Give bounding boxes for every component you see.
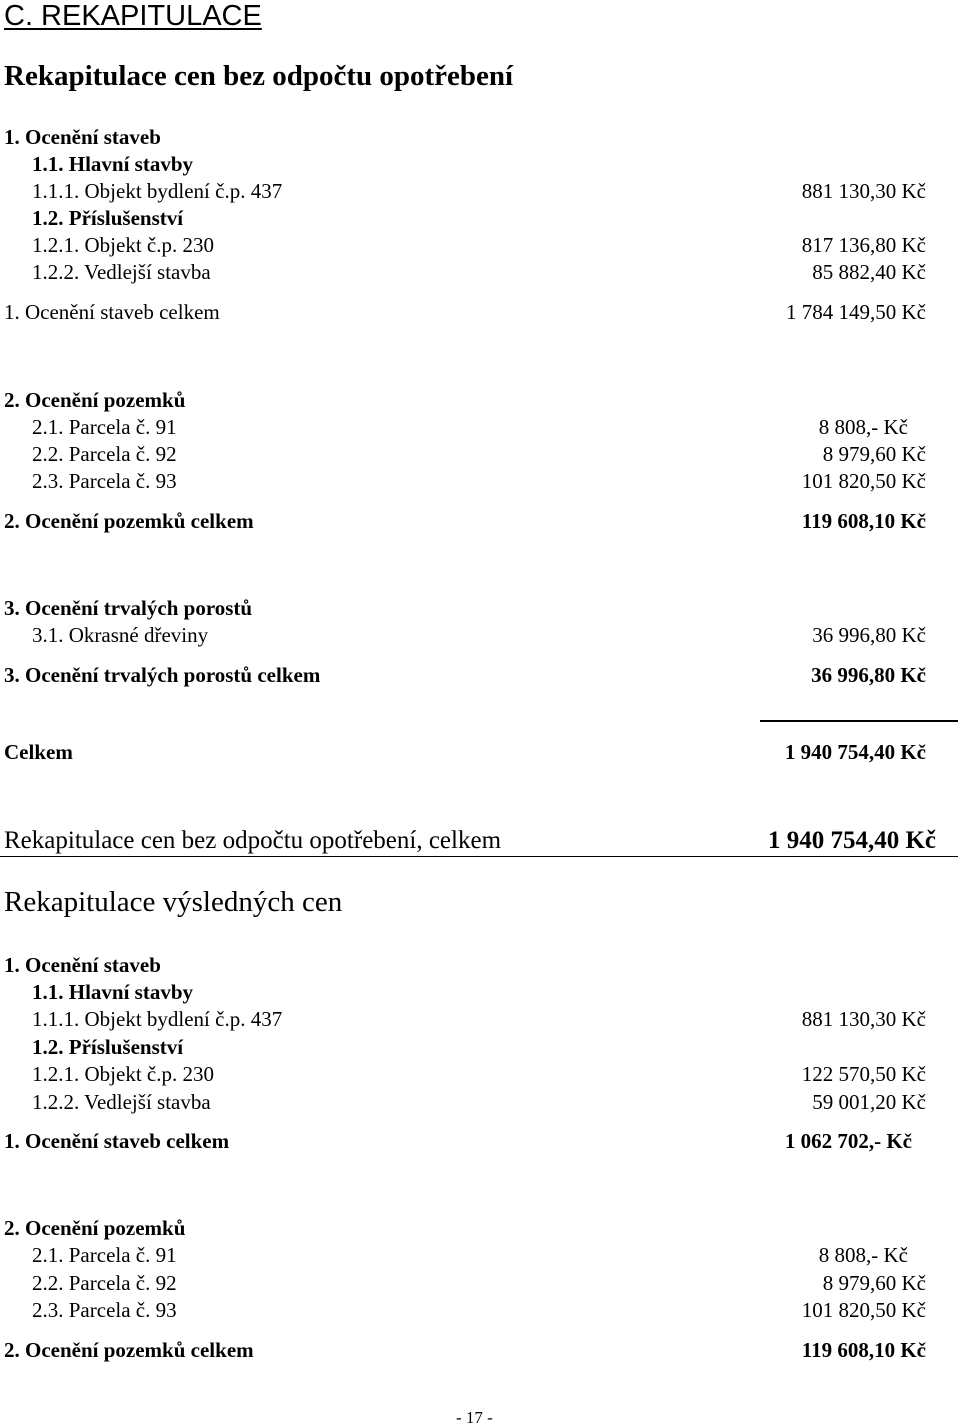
s2-row-label: 1. Ocenění staveb celkem <box>4 1129 230 1153</box>
s1-row-label: 1.2.1. Objekt č.p. 230 <box>32 233 214 257</box>
s1-row-value: 36 996,80 Kč <box>811 663 926 687</box>
s1-row-value: 101 820,50 Kč <box>801 469 926 493</box>
total-underline-left <box>0 856 590 857</box>
s1-row-label: Celkem <box>4 740 73 764</box>
s2-row-label: 2. Ocenění pozemků <box>4 1216 186 1240</box>
s2-row-label: 1.1.1. Objekt bydlení č.p. 437 <box>32 1007 283 1031</box>
s1-row-label: 1.1.1. Objekt bydlení č.p. 437 <box>32 179 283 203</box>
s1-row-value: 119 608,10 Kč <box>801 509 926 533</box>
s1-row-label: 2.3. Parcela č. 93 <box>32 469 177 493</box>
section1-heading: Rekapitulace cen bez odpočtu opotřebení <box>4 60 514 92</box>
s2-row-label: 1.2. Příslušenství <box>32 1035 184 1059</box>
s2-row-value: 8 808,- Kč <box>818 1243 908 1267</box>
s2-row-value: 101 820,50 Kč <box>801 1298 926 1322</box>
s1-row-value: 1 784 149,50 Kč <box>786 300 926 324</box>
s1-row-label: 1. Ocenění staveb celkem <box>4 300 220 324</box>
section2-heading: Rekapitulace výsledných cen <box>4 886 343 918</box>
s2-row-value: 8 979,60 Kč <box>822 1271 926 1295</box>
s2-row-label: 2.3. Parcela č. 93 <box>32 1298 177 1322</box>
s1-row-value: 85 882,40 Kč <box>812 260 926 284</box>
sum-divider <box>760 720 958 722</box>
s1-row-label: 2.2. Parcela č. 92 <box>32 442 177 466</box>
s1-row-value: 36 996,80 Kč <box>812 623 926 647</box>
s2-row-label: 1.2.2. Vedlejší stavba <box>32 1090 211 1114</box>
s2-row-value: 1 062 702,- Kč <box>784 1129 912 1153</box>
s1-row-value: 1 940 754,40 Kč <box>784 740 926 764</box>
s2-row-label: 1. Ocenění staveb <box>4 953 161 977</box>
s2-row-value: 122 570,50 Kč <box>801 1062 926 1086</box>
s1-row-value: 881 130,30 Kč <box>801 179 926 203</box>
document-title: C. REKAPITULACE <box>4 0 262 32</box>
total-underline-right <box>590 856 958 857</box>
s1-row-value: 8 979,60 Kč <box>822 442 926 466</box>
s2-row-label: 2. Ocenění pozemků celkem <box>4 1338 254 1362</box>
s1-row-value: 8 808,- Kč <box>818 415 908 439</box>
s1-row-label: 2.1. Parcela č. 91 <box>32 415 177 439</box>
s1-row-label: 1. Ocenění staveb <box>4 125 161 149</box>
s2-row-label: 2.2. Parcela č. 92 <box>32 1271 177 1295</box>
s1-row-label: 2. Ocenění pozemků celkem <box>4 509 254 533</box>
s2-row-value: 119 608,10 Kč <box>801 1338 926 1362</box>
s2-row-label: 1.1. Hlavní stavby <box>32 980 194 1004</box>
section1-total-label: Rekapitulace cen bez odpočtu opotřebení, celkem <box>4 827 502 854</box>
s1-row-label: 2. Ocenění pozemků <box>4 388 186 412</box>
s2-row-value: 59 001,20 Kč <box>812 1090 926 1114</box>
s1-row-label: 3. Ocenění trvalých porostů celkem <box>4 663 321 687</box>
s1-row-label: 1.1. Hlavní stavby <box>32 152 194 176</box>
s1-row-label: 3.1. Okrasné dřeviny <box>32 623 209 647</box>
s2-row-label: 1.2.1. Objekt č.p. 230 <box>32 1062 214 1086</box>
page-number: - 17 - <box>456 1408 493 1427</box>
s1-row-label: 1.2. Příslušenství <box>32 206 184 230</box>
section1-total-value: 1 940 754,40 Kč <box>767 827 936 854</box>
s2-row-value: 881 130,30 Kč <box>801 1007 926 1031</box>
s2-row-label: 2.1. Parcela č. 91 <box>32 1243 177 1267</box>
s1-row-label: 1.2.2. Vedlejší stavba <box>32 260 211 284</box>
s1-row-value: 817 136,80 Kč <box>801 233 926 257</box>
s1-row-label: 3. Ocenění trvalých porostů <box>4 596 253 620</box>
